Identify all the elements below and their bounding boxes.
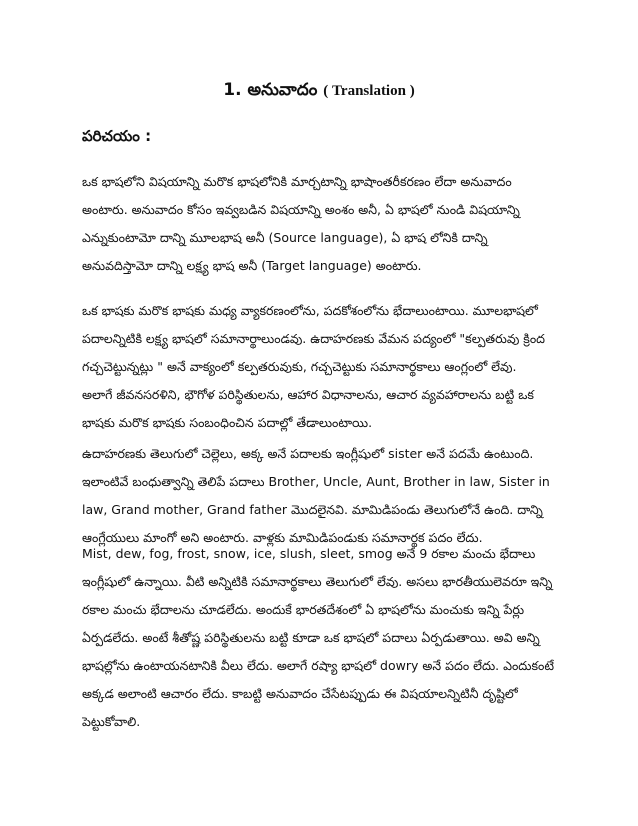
paragraph-line: గచ్చచెట్టున్నట్లు " అనే వాక్యంలో కల్పతరువుకు, గచ్చచెట్టుకు సమానార్థకాలు ఆంగ్లంలో లేవు. bbox=[82, 359, 517, 374]
paragraph-line: పెట్టుకోవాలి. bbox=[82, 714, 141, 729]
paragraph-line: ఇంగ్లీషులో ఉన్నాయి. వీటి అన్నిటికి సమానార్థకాలు తెలుగులో లేవు. అసలు భారతీయులెవరూ ఇన్ని bbox=[82, 574, 553, 589]
paragraph-line: ఒక భాషలోని విషయాన్ని మరొక భాషలోనికి మార్చటాన్ని భాషాంతరీకరణం లేదా అనువాదం bbox=[82, 174, 512, 189]
paragraph-1 bbox=[82, 168, 567, 280]
paragraph-line: భాషల్లోను ఉంటాయనటానికి వీలు లేదు. అలాగే రష్యా భాషలో dowry అనే పదం లేదు. ఎందుకంటే bbox=[82, 658, 554, 673]
paragraph-line: రకాల మంచు భేదాలను చూడలేదు. అందుకే భారతదేశంలో ఏ భాషలోను మంచుకు ఇన్ని పేర్లు bbox=[82, 602, 525, 617]
paragraph-line: అంటారు. అనువాదం కోసం ఇవ్వబడిన విషయాన్ని అంశం అనీ, ఏ భాషలో నుండి విషయాన్ని bbox=[82, 202, 520, 217]
chapter-title-telugu: అనువాదం bbox=[247, 80, 318, 100]
paragraph-line: ఎన్నుకుంటామో దాన్ని మూలభాష అనీ (Source language), ఏ భాష లోనికి దాన్ని bbox=[82, 230, 488, 245]
paragraph-2 bbox=[82, 297, 567, 437]
chapter-number: 1. bbox=[223, 80, 242, 100]
chapter-title bbox=[0, 80, 638, 104]
paragraph-line: పదాలన్నిటికి లక్ష్య భాషలో సమానార్థాలుండవు. ఉదాహరణకు వేమన పద్యంలో "కల్పతరువు క్రింద bbox=[82, 331, 545, 346]
paragraph-4 bbox=[82, 540, 567, 736]
paragraph-line: అక్కడ అలాంటి ఆచారం లేదు. కాబట్టి అనువాదం చేసేటప్పుడు ఈ విషయాలన్నిటినీ దృష్టిలో bbox=[82, 686, 518, 701]
paragraph-line: ఇలాంటివే బంధుత్వాన్ని తెలిపే పదాలు Brother, Uncle, Aunt, Brother in law, Sister in bbox=[82, 474, 550, 489]
paragraph-line: ఉదాహరణకు తెలుగులో చెల్లెలు, అక్క అనే పదాలకు ఇంగ్లీషులో sister అనే పదమే ఉంటుంది. bbox=[82, 446, 534, 461]
paragraph-line: ఆంగ్లేయులు మాంగో అని అంటారు. వాళ్లకు మామిడిపండుకు సమానార్థక పదం లేదు. bbox=[82, 530, 483, 545]
paragraph-3 bbox=[82, 440, 567, 552]
paragraph-line: ఒక భాషకు మరొక భాషకు మధ్య వ్యాకరణంలోను, పదకోశంలోను భేదాలుంటాయి. మూలభాషలో bbox=[82, 303, 538, 318]
paragraph-line: law, Grand mother, Grand father మొదలైనవి. మామిడిపండు తెలుగులోనే ఉంది. దాన్ని bbox=[82, 502, 543, 517]
paragraph-line: ఏర్పడలేదు. అంటే శీతోష్ణ పరిస్థితులను బట్టి కూడా ఒక భాషలో పదాలు ఏర్పడుతాయి. అవి అన్ని bbox=[82, 630, 540, 645]
paragraph-line: భాషకు మరొక భాషకు సంబంధించిన పదాల్లో తేడాలుంటాయి. bbox=[82, 415, 373, 430]
section-heading: పరిచయం : bbox=[82, 127, 152, 145]
paragraph-line: Mist, dew, fog, frost, snow, ice, slush, sleet, smog అనే 9 రకాల మంచు భేదాలు bbox=[82, 546, 536, 561]
paragraph-line: అనువదిస్తామో దాన్ని లక్ష్య భాష అనీ (Target language) అంటారు. bbox=[82, 258, 422, 273]
chapter-title-english: ( Translation ) bbox=[323, 83, 415, 99]
paragraph-line: అలాగే జీవనసరళిని, భౌగోళ పరిస్థితులను, ఆహార విధానాలను, ఆచార వ్యవహారాలను బట్టి ఒక bbox=[82, 387, 534, 402]
